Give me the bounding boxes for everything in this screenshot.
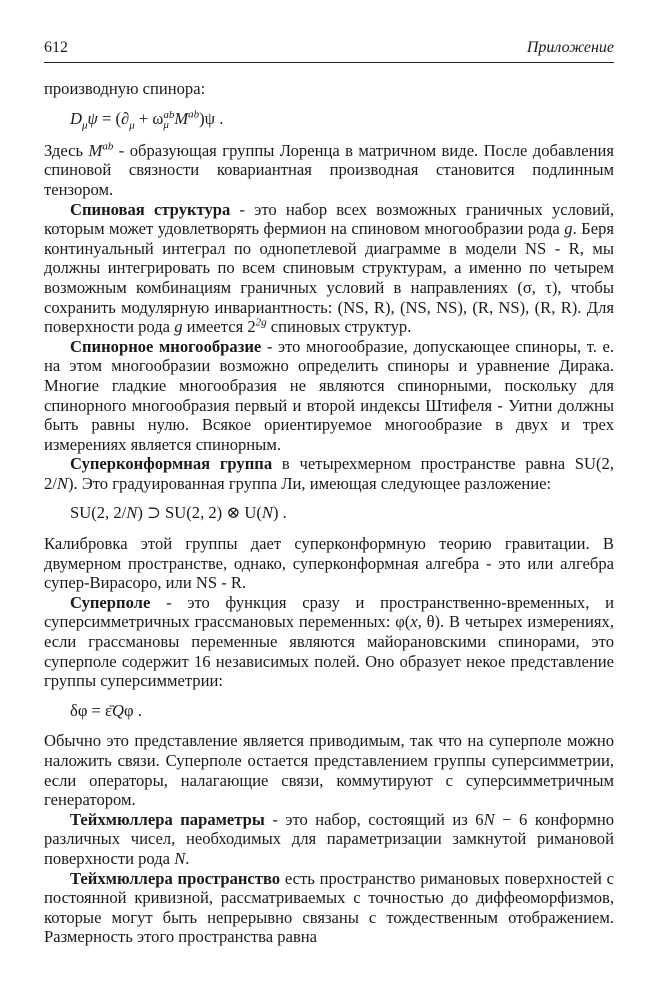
term-teichmuller-space: Тейхмюллера пространство <box>70 868 281 888</box>
paragraph-superfield: Суперполе - это функция сразу и пространственно-временных, и суперсимметричных грассмановых переменных: φ(x, θ). В четырех измерениях, если грассмановы переменные являются майорановскими спинорами, это суперполе содержит 16 независимых полей. Оно образует некое представление группы суперсимметрии: <box>44 592 614 691</box>
paragraph-teichmuller-parameters: Тейхмюллера параметры - это набор, состоящий из 6N − 6 конформно различных чисел, необходимых для параметризации замкнутой римановой поверхности рода N. <box>44 809 614 868</box>
paragraph-gauging: Калибровка этой группы дает суперконформную теорию гравитации. В двумерном пространстве, однако, суперконформная алгебра - это или алгебра супер-Вирасоро, или NS - R. <box>44 534 614 593</box>
term-superconformal-group: Суперконформная группа <box>70 454 273 474</box>
term-superfield: Суперполе <box>70 592 151 612</box>
paragraph-teichmuller-space: Тейхмюллера пространство есть пространство римановых поверхностей с постоянной кривизной, рассматриваемых с точностью до диффеоморфизмов, которые могут быть непрерывно связаны с тождественным отображением. Размерность этого пространства равна <box>44 868 614 947</box>
paragraph-spin-structure: Спиновая структура - это набор всех возможных граничных условий, которым может удовлетворять фермион на спиновом многообразии рода g. Беря континуальный интеграл по однопетлевой диаграмме в модели NS - R, мы должны интегрировать по всем спиновым структурам, а именно по четырем возможным комбинациям граничных условий в направлениях (σ, τ), чтобы сохранить модулярную инвариантность: (NS, R), (NS, NS), (R, NS), (R, R). Для поверхности рода g имеется $2^{2g}$ спиновых структур. <box>44 199 614 337</box>
intro-line: производную спинора: <box>44 79 206 98</box>
paragraph-superconformal-group: Суперконформная группа в четырехмерном пространстве равна SU(2, 2/N). Это градуированная группа Ли, имеющая следующее разложение: <box>44 454 614 493</box>
paragraph-spinor-manifold: Спинорное многообразие - это многообразие, допускающее спиноры, т. е. на этом многообразии возможно определить спиноры и уравнение Дирака. Многие гладкие многообразия не являются спинорными, поскольку для спинорного многообразия первый и второй индексы Штифеля - Уитни должны быть равны нулю. Всякое ориентируемое многообразие в двух и трех измерениях является спинорным. <box>44 336 614 454</box>
formula-covariant-derivative: $D_\mu\psi = (\partial_\mu + \omega$ ab μ $M^{ab})\psi$ . <box>70 108 224 131</box>
term-spin-structure: Спиновая структура <box>70 199 231 219</box>
page-number: 612 <box>44 39 68 56</box>
formula-decomposition: SU(2, 2/N) ⊃ SU(2, 2) ⊗ U(N) . <box>70 503 287 523</box>
term-spinor-manifold: Спинорное многообразие <box>70 336 262 356</box>
page-header <box>44 38 614 63</box>
paragraph-reducible: Обычно это представление является приводимым, так что на суперполе можно наложить связи. Суперполе остается представлением группы суперсимметрии, если операторы, налагающие связи, коммутируют с суперсимметричным генератором. <box>44 731 614 810</box>
term-teichmuller-parameters: Тейхмюллера параметры <box>70 809 265 829</box>
paragraph-lorentz: Здесь $M^{ab}$ - образующая группы Лоренца в матричном виде. После добавления спиновой связности ковариантная производная становится подлинным тензором. <box>44 140 615 199</box>
running-title: Приложение <box>526 39 614 56</box>
formula-supersymmetry: δφ = ε̄Qφ . <box>70 700 142 720</box>
page-body <box>44 79 614 947</box>
